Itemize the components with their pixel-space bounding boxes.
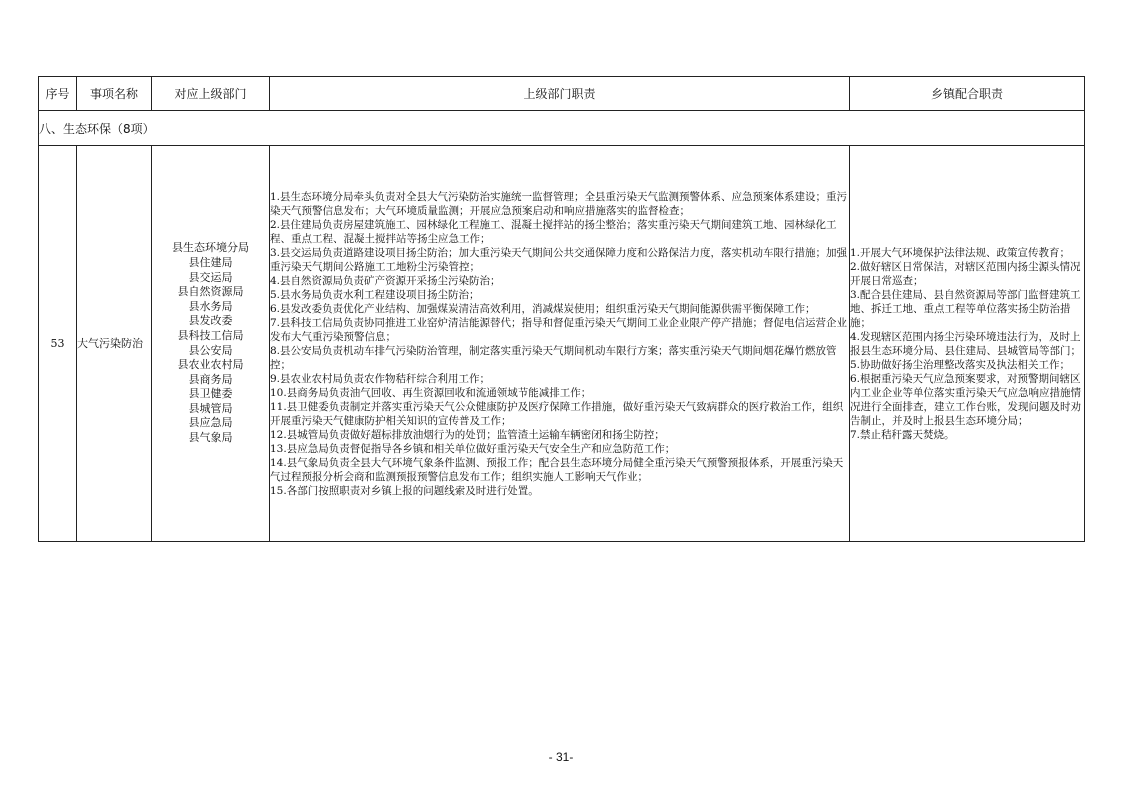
table-row bbox=[39, 146, 1085, 542]
town-duty-item: 4.发现辖区范围内扬尘污染环境违法行为，及时上报县生态环境分局、县住建局、县城管局等部门； bbox=[850, 330, 1081, 357]
upper-duty-item: 9.县农业农村局负责农作物秸秆综合利用工作； bbox=[270, 372, 491, 385]
upper-duty-item: 3.县交运局负责道路建设项目扬尘防治；加大重污染天气期间公共交通保障力度和公路保洁力度，落实机动车限行措施；加强重污染天气期间公路施工工地粉尘污染管控； bbox=[270, 246, 848, 273]
header-row bbox=[39, 77, 1085, 111]
page-number: - 31- bbox=[548, 750, 574, 764]
section-row bbox=[39, 111, 1085, 146]
department-item: 县生态环境分局 bbox=[172, 241, 249, 255]
department-item: 县水务局 bbox=[188, 299, 233, 313]
upper-duty-item: 15.各部门按照职责对乡镇上报的问题线索及时进行处置。 bbox=[270, 484, 539, 497]
row-number: 53 bbox=[39, 146, 77, 542]
department-item: 县公安局 bbox=[188, 343, 233, 357]
upper-duty-item: 12.县城管局负责做好超标排放油烟行为的处罚；监管渣土运输车辆密闭和扬尘防控； bbox=[270, 428, 665, 441]
upper-duty-item: 14.县气象局负责全县大气环境气象条件监测、预报工作；配合县生态环境分局健全重污染天气预警预报体系，开展重污染天气过程预报分析会商和监测预报预警信息发布工作；组织实施人工影响天气作业； bbox=[270, 456, 844, 483]
department-list bbox=[152, 146, 270, 542]
town-duty-item: 6.根据重污染天气应急预案要求，对预警期间辖区内工业企业等单位落实重污染天气应急响应措施情况进行全面排查，建立工作台账，发现问题及时劝告制止，并及时上报县生态环境分局； bbox=[850, 372, 1081, 427]
upper-duty-item: 10.县商务局负责油气回收、再生资源回收和流通领域节能减排工作； bbox=[270, 386, 592, 399]
section-title: 八、生态环保（8项） bbox=[39, 111, 1085, 146]
upper-duty-item: 1.县生态环境分局牵头负责对全县大气污染防治实施统一监督管理；全县重污染天气监测预警体系、应急预案体系建设；重污染天气预警信息发布；大气环境质量监测；开展应急预案启动和响应措施落实的监督检查； bbox=[270, 190, 848, 217]
town-duty-list bbox=[850, 146, 1085, 542]
upper-duty-item: 2.县住建局负责房屋建筑施工、园林绿化工程施工、混凝土搅拌站的扬尘整治；落实重污染天气期间建筑工地、园林绿化工程、重点工程、混凝土搅拌站等扬尘应急工作； bbox=[270, 218, 837, 245]
upper-duty-item: 6.县发改委负责优化产业结构、加强煤炭清洁高效利用，消减煤炭使用；组织重污染天气期间能源供需平衡保障工作； bbox=[270, 302, 816, 315]
upper-duty-item: 13.县应急局负责督促指导各乡镇和相关单位做好重污染天气安全生产和应急防范工作； bbox=[270, 442, 676, 455]
town-duty-item: 1.开展大气环境保护法律法规、政策宣传教育； bbox=[850, 246, 1071, 259]
header-item-name: 事项名称 bbox=[77, 77, 152, 111]
department-item: 县应急局 bbox=[188, 416, 233, 430]
department-item: 县农业农村局 bbox=[177, 358, 244, 372]
town-duty-item: 7.禁止秸秆露天焚烧。 bbox=[850, 428, 955, 441]
upper-duty-item: 4.县自然资源局负责矿产资源开采扬尘污染防治； bbox=[270, 274, 501, 287]
header-town-duties: 乡镇配合职责 bbox=[850, 77, 1085, 111]
upper-duty-item: 8.县公安局负责机动车排气污染防治管理，制定落实重污染天气期间机动车限行方案；落实重污染天气期间烟花爆竹燃放管控； bbox=[270, 344, 837, 371]
item-name: 大气污染防治 bbox=[77, 146, 152, 542]
department-item: 县自然资源局 bbox=[177, 285, 244, 299]
department-item: 县住建局 bbox=[188, 255, 233, 269]
header-departments: 对应上级部门 bbox=[152, 77, 270, 111]
duty-table bbox=[38, 76, 1085, 542]
header-upper-duties: 上级部门职责 bbox=[270, 77, 850, 111]
upper-duty-list bbox=[270, 146, 850, 542]
header-number: 序号 bbox=[39, 77, 77, 111]
department-item: 县城管局 bbox=[188, 401, 233, 415]
town-duty-item: 5.协助做好扬尘治理整改落实及执法相关工作； bbox=[850, 358, 1071, 371]
department-item: 县科技工信局 bbox=[177, 328, 244, 342]
town-duty-item: 2.做好辖区日常保洁，对辖区范围内扬尘源头情况开展日常巡查； bbox=[850, 260, 1081, 287]
upper-duty-item: 11.县卫健委负责制定并落实重污染天气公众健康防护及医疗保障工作措施，做好重污染天气致病群众的医疗救治工作，组织开展重污染天气健康防护相关知识的宣传普及工作； bbox=[270, 400, 844, 427]
department-item: 县商务局 bbox=[188, 372, 233, 386]
upper-duty-item: 5.县水务局负责水利工程建设项目扬尘防治； bbox=[270, 288, 480, 301]
department-item: 县发改委 bbox=[188, 314, 233, 328]
department-item: 县交运局 bbox=[188, 270, 233, 284]
department-item: 县卫健委 bbox=[188, 387, 233, 401]
department-item: 县气象局 bbox=[188, 431, 233, 445]
town-duty-item: 3.配合县住建局、县自然资源局等部门监督建筑工地、拆迁工地、重点工程等单位落实扬尘防治措施； bbox=[850, 288, 1081, 329]
upper-duty-item: 7.县科技工信局负责协同推进工业窑炉清洁能源替代；指导和督促重污染天气期间工业企业限产停产措施；督促电信运营企业发布大气重污染预警信息； bbox=[270, 316, 848, 343]
